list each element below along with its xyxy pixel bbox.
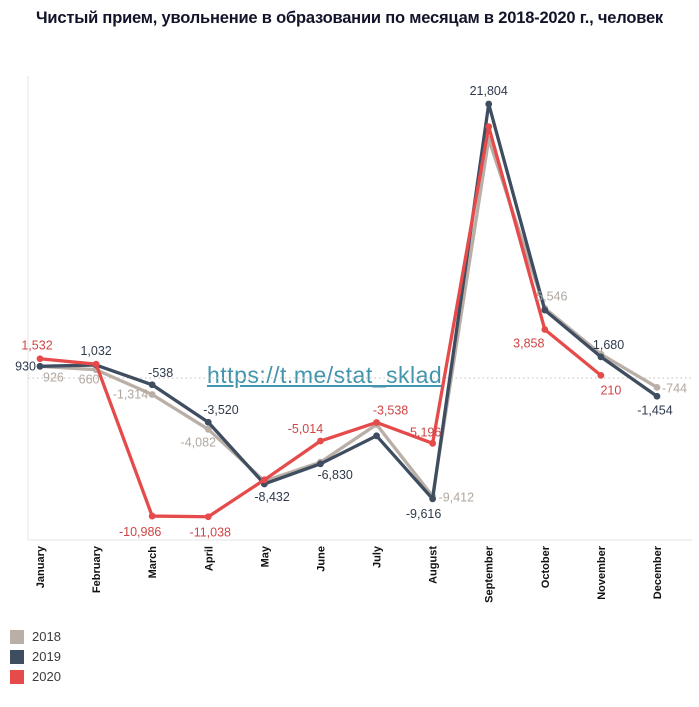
x-tick-July: July — [371, 546, 384, 569]
line-chart — [0, 68, 699, 683]
data-label-2018-April: -4,082 — [180, 435, 216, 450]
data-label-2018-December: -744 — [661, 381, 688, 396]
series-2020-point-July[interactable] — [373, 419, 380, 426]
series-2019-point-July[interactable] — [373, 432, 380, 439]
legend-label-2019: 2019 — [32, 649, 61, 664]
chart-area — [0, 68, 699, 683]
legend-swatch-2018 — [10, 630, 24, 644]
series-2019-point-December[interactable] — [654, 393, 661, 400]
series-2019-point-September[interactable] — [485, 101, 492, 108]
data-label-2019-May: -8,432 — [254, 489, 290, 504]
series-2018-point-December[interactable] — [654, 384, 661, 391]
series-2020-point-September[interactable] — [485, 123, 492, 130]
data-label-2019-February: 1,032 — [80, 344, 112, 359]
x-tick-October: October — [539, 546, 552, 589]
series-2019-point-April[interactable] — [205, 419, 212, 426]
series-2019-point-November[interactable] — [598, 353, 605, 360]
series-2019-point-March[interactable] — [149, 381, 156, 388]
data-label-2020-November: 210 — [600, 383, 622, 398]
series-2020-point-August[interactable] — [429, 440, 436, 447]
data-label-2018-January: 926 — [43, 370, 64, 385]
legend-item-2018[interactable] — [10, 629, 61, 644]
series-2020-point-June[interactable] — [317, 438, 324, 445]
data-label-2019-April: -3,520 — [203, 403, 239, 418]
x-tick-February: February — [91, 546, 104, 594]
legend — [10, 629, 61, 684]
series-2019-point-June[interactable] — [317, 460, 324, 467]
data-label-2019-January: 930 — [15, 359, 36, 374]
data-label-2020-July: -3,538 — [372, 403, 409, 418]
x-tick-September: September — [483, 546, 496, 603]
data-label-2019-June: -6,830 — [317, 467, 353, 482]
series-2020-point-April[interactable] — [205, 513, 212, 520]
data-label-2018-October: 5,546 — [536, 289, 568, 304]
series-2019-point-October[interactable] — [541, 307, 548, 314]
data-label-2020-March: -10,986 — [118, 525, 162, 540]
data-label-2018-February: 660 — [78, 372, 100, 387]
data-label-2019-March: -538 — [148, 365, 174, 380]
legend-swatch-2020 — [10, 670, 24, 684]
data-label-2019-December: -1,454 — [637, 403, 673, 418]
legend-label-2018: 2018 — [32, 629, 61, 644]
x-tick-August: August — [427, 546, 440, 584]
x-tick-November: November — [595, 546, 608, 600]
data-label-2020-January: 1,532 — [21, 338, 53, 353]
series-2020-line — [40, 127, 601, 517]
data-label-2020-October: 3,858 — [513, 336, 545, 351]
x-tick-June: June — [315, 546, 328, 572]
series-2018-point-March[interactable] — [149, 391, 156, 398]
series-2020-point-May[interactable] — [261, 476, 268, 483]
legend-item-2020[interactable] — [10, 669, 61, 684]
chart-title: Чистый прием, увольнение в образовании по месяцам в 2018-2020 г., человек — [36, 9, 663, 27]
data-label-2019-September: 21,804 — [469, 83, 508, 98]
series-2020-point-February[interactable] — [93, 361, 100, 368]
legend-label-2020: 2020 — [32, 669, 61, 684]
series-2018-line — [40, 139, 657, 496]
series-2019-point-January[interactable] — [37, 363, 44, 370]
x-tick-April: April — [203, 546, 216, 572]
series-2019-point-August[interactable] — [429, 495, 436, 502]
series-2020-point-October[interactable] — [541, 326, 548, 333]
x-tick-May: May — [259, 546, 272, 568]
watermark-link[interactable]: https://t.me/stat_sklad — [207, 362, 443, 388]
data-label-2018-March: -1,314 — [112, 387, 149, 402]
legend-swatch-2019 — [10, 650, 24, 664]
series-2020-point-November[interactable] — [598, 372, 605, 379]
data-label-2019-November: 1,680 — [592, 337, 625, 352]
data-label-2019-August: -9,616 — [405, 506, 442, 521]
x-tick-March: March — [147, 546, 160, 579]
series-2020-point-January[interactable] — [37, 355, 44, 362]
x-tick-January: January — [35, 546, 47, 589]
data-label-2020-April: -11,038 — [189, 525, 232, 540]
series-2020-point-March[interactable] — [149, 513, 156, 520]
data-label-2020-June: -5,014 — [287, 422, 324, 437]
data-label-2018-August: -9,412 — [438, 490, 475, 505]
x-tick-December: December — [651, 546, 664, 600]
legend-item-2019[interactable] — [10, 649, 61, 664]
data-label-2020-August: -5,196 — [405, 425, 442, 440]
